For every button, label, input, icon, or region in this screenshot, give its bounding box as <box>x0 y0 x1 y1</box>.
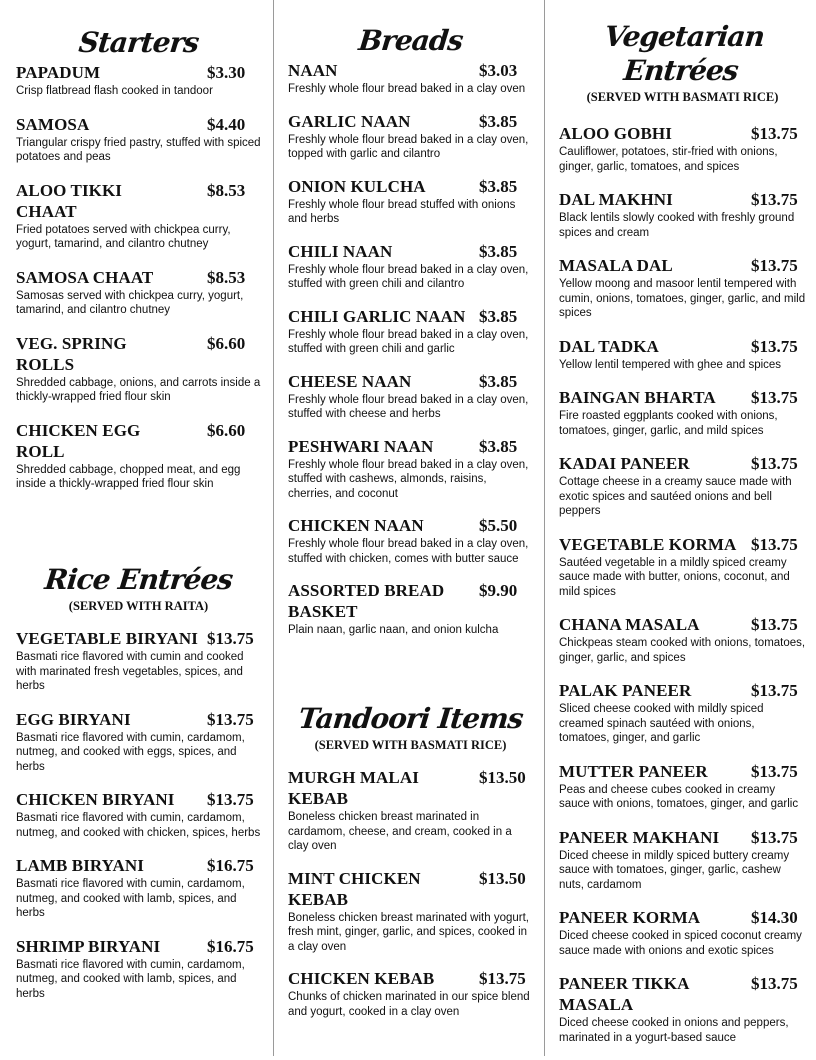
menu-item-name: MASALA DAL <box>559 256 673 275</box>
menu-item <box>288 111 533 162</box>
menu-item-price: $3.85 <box>479 176 518 196</box>
menu-item-header <box>559 387 806 408</box>
menu-item <box>16 936 261 1002</box>
menu-item-price: $13.75 <box>751 681 798 700</box>
menu-item-description: Yellow lentil tempered with ghee and spices <box>559 358 782 371</box>
menu-item-description: Triangular crispy fried pastry, stuffed with spiced potatoes and peas <box>16 136 261 163</box>
menu-item-price: $13.75 <box>751 534 798 554</box>
menu-item-name: CHICKEN BIRYANI <box>16 790 175 809</box>
menu-item-header <box>288 515 533 536</box>
menu-item-header <box>16 936 261 957</box>
item-list <box>16 628 261 1001</box>
menu-item-price: $3.85 <box>479 436 518 456</box>
menu-item <box>16 789 261 840</box>
menu-item <box>288 60 533 97</box>
section-subtitle: (SERVED WITH BASMATI RICE) <box>586 90 779 104</box>
menu-item <box>288 436 533 502</box>
menu-item-price: $13.75 <box>751 974 798 993</box>
menu-item-description: Crisp flatbread flash cooked in tandoor <box>16 85 213 97</box>
menu-column-left <box>0 0 273 1056</box>
menu-item-price: $13.50 <box>479 768 526 787</box>
menu-item <box>16 628 261 694</box>
menu-item-name: PANEER TIKKA MASALA <box>559 974 689 1014</box>
menu-item-name: GARLIC NAAN <box>288 111 411 131</box>
menu-item-price: $5.50 <box>479 516 518 535</box>
menu-item <box>559 387 806 438</box>
menu-item-price: $4.40 <box>207 114 246 134</box>
menu-item-description: Sautéed vegetable in a mildly spiced creamy sauce made with butter, onions, coconut, and mild spices <box>559 556 790 598</box>
menu-item-description: Black lentils slowly cooked with freshly ground spices and cream <box>559 212 795 239</box>
menu-item <box>16 855 261 921</box>
menu-item-description: Cauliflower, potatoes, stir-fried with onions, ginger, garlic, tomatoes, and spices <box>559 146 778 173</box>
menu-item-description: Basmati rice flavored with cumin, cardamom, nutmeg, and cooked with lamb, spices, and herbs <box>16 878 245 919</box>
section-subtitle: (SERVED WITH BASMATI RICE) <box>314 738 507 752</box>
menu-item-header <box>559 123 806 144</box>
menu-item-name: BAINGAN BHARTA <box>559 388 716 407</box>
menu-item-price: $16.75 <box>207 856 254 875</box>
menu-item-price: $3.30 <box>207 63 246 82</box>
menu-item-description: Diced cheese cooked in onions and peppers, marinated in a yogurt-based sauce <box>559 1017 789 1044</box>
section-title: Tandoori Items <box>296 702 525 735</box>
menu-item-price: $13.75 <box>751 256 798 275</box>
menu-item-description: Freshly whole flour bread baked in a clay oven, stuffed with cashews, almonds, raisins, cherries, and coconut <box>288 458 529 500</box>
item-list <box>288 60 533 638</box>
menu-item-header <box>559 255 806 276</box>
menu-item-header <box>16 628 261 649</box>
menu-item-price: $14.30 <box>751 908 798 927</box>
menu-item-name: SHRIMP BIRYANI <box>16 936 161 956</box>
menu-item-name: MUTTER PANEER <box>559 761 708 781</box>
menu-item-description: Yellow moong and masoor lentil tempered with cumin, onions, tomatoes, ginger, garlic, and mild spices <box>559 278 806 319</box>
menu-item <box>288 371 533 422</box>
section-subtitle: (SERVED WITH RAITA) <box>68 599 209 613</box>
menu-item-header <box>288 868 533 910</box>
item-list <box>288 767 533 1019</box>
menu-item <box>16 180 261 252</box>
menu-item-header <box>288 580 533 622</box>
menu-item-name: LAMB BIRYANI <box>16 856 144 875</box>
menu-item-name: DAL MAKHNI <box>559 190 673 209</box>
menu-item-description: Freshly whole flour bread baked in a clay oven, topped with garlic and cilantro <box>288 133 529 160</box>
menu-item-name: MURGH MALAI KEBAB <box>288 768 419 808</box>
menu-item-price: $13.75 <box>751 124 798 143</box>
menu-item-name: PANEER MAKHANI <box>559 827 720 847</box>
menu-item-description: Freshly whole flour bread baked in a clay oven, stuffed with green chili and cilantro <box>288 263 529 290</box>
menu-item-price: $3.85 <box>479 306 518 326</box>
menu-item-header <box>288 60 533 81</box>
menu-item <box>16 114 261 165</box>
menu-item-name: PESHWARI NAAN <box>288 436 434 456</box>
menu-item-description: Shredded cabbage, onions, and carrots inside a thickly-wrapped fried flour skin <box>16 376 261 403</box>
menu-item <box>16 709 261 775</box>
menu-item-header <box>559 534 806 555</box>
menu-item-description: Fire roasted eggplants cooked with onions, tomatoes, ginger, garlic, and mild spices <box>559 410 778 437</box>
menu-item-name: CHANA MASALA <box>559 615 700 634</box>
menu-item <box>288 580 533 638</box>
menu-item <box>288 241 533 292</box>
menu-item-price: $13.75 <box>751 761 798 781</box>
menu-item-name: CHICKEN EGG ROLL <box>16 420 141 461</box>
menu-item-name: MINT CHICKEN KEBAB <box>288 868 421 909</box>
menu-item-description: Freshly whole flour bread baked in a clay oven, stuffed with chicken, comes with butter sauce <box>288 538 529 565</box>
menu-item-header <box>288 767 533 809</box>
menu-item-header <box>16 62 261 83</box>
menu-item-header <box>559 761 806 782</box>
menu-item-price: $6.60 <box>207 420 246 440</box>
menu-item <box>559 123 806 174</box>
menu-item-price: $13.75 <box>207 790 254 809</box>
menu-item-header <box>559 336 806 357</box>
menu-item-name: CHILI GARLIC NAAN <box>288 306 466 326</box>
menu-item <box>16 267 261 318</box>
menu-item-price: $9.90 <box>479 581 518 600</box>
menu-item-price: $13.75 <box>751 190 798 209</box>
menu-item-header <box>288 176 533 197</box>
menu-item-name: VEG. SPRING ROLLS <box>16 333 127 374</box>
item-list <box>559 123 806 1045</box>
menu-item-price: $6.60 <box>207 333 246 353</box>
menu-item-header <box>559 973 806 1015</box>
menu-item-header <box>16 709 261 730</box>
menu-item-name: CHEESE NAAN <box>288 371 412 391</box>
menu-item-description: Basmati rice flavored with cumin and cooked with marinated fresh vegetables, spices, and herbs <box>16 651 244 692</box>
menu-item <box>559 534 806 600</box>
menu-item <box>559 973 806 1045</box>
menu-item-description: Plain naan, garlic naan, and onion kulcha <box>288 624 499 636</box>
menu-item-price: $3.85 <box>479 111 518 131</box>
menu-item <box>16 62 261 99</box>
menu-item-price: $13.75 <box>207 709 254 729</box>
menu-item-description: Chunks of chicken marinated in our spice blend and yogurt, cooked in a clay oven <box>288 991 530 1018</box>
menu-item-header <box>559 907 806 928</box>
menu-item-price: $13.50 <box>479 868 526 888</box>
menu-item-description: Boneless chicken breast marinated with yogurt, fresh mint, ginger, garlic, and spices, cooked in a clay oven <box>288 911 529 953</box>
menu-item-header <box>16 180 261 222</box>
menu-item-header <box>288 111 533 132</box>
menu-item-name: ONION KULCHA <box>288 176 426 196</box>
menu-item-description: Basmati rice flavored with cumin, cardamom, nutmeg, and cooked with chicken, spices, herbs <box>16 812 261 839</box>
menu-item-name: ALOO GOBHI <box>559 124 672 143</box>
section-title: Vegetarian Entrées <box>602 20 766 87</box>
item-list <box>16 62 261 492</box>
menu-item-name: CHICKEN NAAN <box>288 516 424 535</box>
menu-item <box>16 420 261 492</box>
menu-item-header <box>559 680 806 701</box>
menu-item-description: Samosas served with chickpea curry, yogurt, tamarind, and cilantro chutney <box>16 289 244 316</box>
menu-item-header <box>16 333 261 375</box>
menu-item-name: KADAI PANEER <box>559 454 690 473</box>
menu-item-header <box>16 855 261 876</box>
menu-item-header <box>559 614 806 635</box>
menu-item-name: PANEER KORMA <box>559 908 701 927</box>
menu-item-description: Freshly whole flour bread baked in a clay oven <box>288 83 526 95</box>
menu-item-name: SAMOSA <box>16 114 90 134</box>
menu-item-header <box>16 114 261 135</box>
menu-item-price: $8.53 <box>207 180 246 200</box>
section-title: Starters <box>77 26 200 59</box>
section-tandoori-items <box>288 702 533 1033</box>
menu-item-price: $13.75 <box>479 969 526 988</box>
menu-item-description: Freshly whole flour bread baked in a clay oven, stuffed with cheese and herbs <box>288 393 529 420</box>
menu-item <box>559 827 806 893</box>
menu-item-price: $8.53 <box>207 267 246 287</box>
menu-item-description: Basmati rice flavored with cumin, cardamom, nutmeg, and cooked with lamb, spices, and herbs <box>16 958 245 1000</box>
menu-item <box>288 767 533 854</box>
menu-item-header <box>16 789 261 810</box>
section-rice-entrees <box>16 563 261 1016</box>
menu-item-description: Shredded cabbage, chopped meat, and egg inside a thickly-wrapped fried flour skin <box>16 463 241 490</box>
menu-item-description: Chickpeas steam cooked with onions, tomatoes, ginger, garlic, and spices <box>559 637 806 664</box>
menu-item-description: Diced cheese cooked in spiced coconut creamy sauce made with onions and exotic spices <box>559 930 802 957</box>
menu-item <box>288 176 533 227</box>
menu-item-name: PALAK PANEER <box>559 681 692 700</box>
menu-item-price: $13.75 <box>751 615 798 634</box>
menu-item <box>559 907 806 958</box>
menu-item-price: $13.75 <box>207 629 254 648</box>
menu-item-header <box>288 436 533 457</box>
menu-item-name: ALOO TIKKI CHAAT <box>16 180 123 221</box>
menu-item-description: Diced cheese in mildly spiced buttery creamy sauce with tomatoes, ginger, garlic, cashew nuts, cardamom <box>559 849 790 891</box>
section-title: Rice Entrées <box>43 563 234 596</box>
menu-item-name: SAMOSA CHAAT <box>16 267 154 287</box>
menu-item-description: Peas and cheese cubes cooked in creamy sauce with onions, tomatoes, ginger, and garlic <box>559 783 799 810</box>
menu-item-description: Freshly whole flour bread baked in a clay oven, stuffed with green chili and garlic <box>288 328 529 355</box>
menu-item-price: $13.75 <box>751 454 798 473</box>
menu-item <box>288 868 533 955</box>
menu-item-name: ASSORTED BREAD BASKET <box>288 581 445 621</box>
menu-column-right <box>544 0 816 1056</box>
menu-item <box>559 680 806 746</box>
menu-item-name: DAL TADKA <box>559 336 659 356</box>
menu-item-price: $16.75 <box>207 936 254 956</box>
menu-column-middle <box>273 0 544 1056</box>
menu-item <box>559 189 806 240</box>
menu-item-name: PAPADUM <box>16 63 101 82</box>
menu-item-price: $13.75 <box>751 336 798 356</box>
menu-item-description: Freshly whole flour bread stuffed with onions and herbs <box>288 198 516 225</box>
section-starters <box>16 26 261 507</box>
menu-item-description: Boneless chicken breast marinated in cardamom, cheese, and cream, cooked in a clay oven <box>288 811 512 852</box>
menu-item-description: Cottage cheese in a creamy sauce made with exotic spices and sautéed onions and bell peppers <box>559 476 792 517</box>
menu-item-header <box>288 241 533 262</box>
menu-item-name: CHICKEN KEBAB <box>288 969 435 988</box>
menu-item-price: $3.85 <box>479 371 518 391</box>
menu-item <box>559 336 806 373</box>
menu-item-header <box>288 968 533 989</box>
menu-item-name: VEGETABLE KORMA <box>559 534 737 554</box>
menu-item-price: $3.03 <box>479 61 518 80</box>
menu-item <box>288 515 533 566</box>
menu-item-name: CHILI NAAN <box>288 241 393 261</box>
menu-item <box>559 761 806 812</box>
menu-item-name: NAAN <box>288 61 338 80</box>
menu-item-header <box>288 371 533 392</box>
menu-item-price: $3.85 <box>479 241 518 261</box>
menu-item-header <box>559 453 806 474</box>
menu-item <box>288 306 533 357</box>
section-vegetarian-entrees <box>559 20 806 1060</box>
menu-item <box>288 968 533 1019</box>
menu-item-header <box>559 189 806 210</box>
menu-item-name: EGG BIRYANI <box>16 709 131 729</box>
menu-item-header <box>16 267 261 288</box>
menu-item-name: VEGETABLE BIRYANI <box>16 629 199 648</box>
menu-item-description: Fried potatoes served with chickpea curry, yogurt, tamarind, and cilantro chutney <box>16 223 231 250</box>
menu-item-price: $13.75 <box>751 827 798 847</box>
menu-item-header <box>559 827 806 848</box>
menu-item-header <box>16 420 261 462</box>
menu-item-price: $13.75 <box>751 388 798 407</box>
menu-item <box>16 333 261 405</box>
section-breads <box>288 24 533 652</box>
menu-item <box>559 614 806 665</box>
menu-item <box>559 255 806 321</box>
menu-item <box>559 453 806 519</box>
section-title: Breads <box>356 24 465 57</box>
menu-item-description: Basmati rice flavored with cumin, cardamom, nutmeg, and cooked with eggs, spices, and herbs <box>16 731 245 773</box>
menu-item-header <box>288 306 533 327</box>
menu-item-description: Sliced cheese cooked with mildly spiced creamed spinach sautéed with onions, tomatoes, ginger, and garlic <box>559 703 764 744</box>
